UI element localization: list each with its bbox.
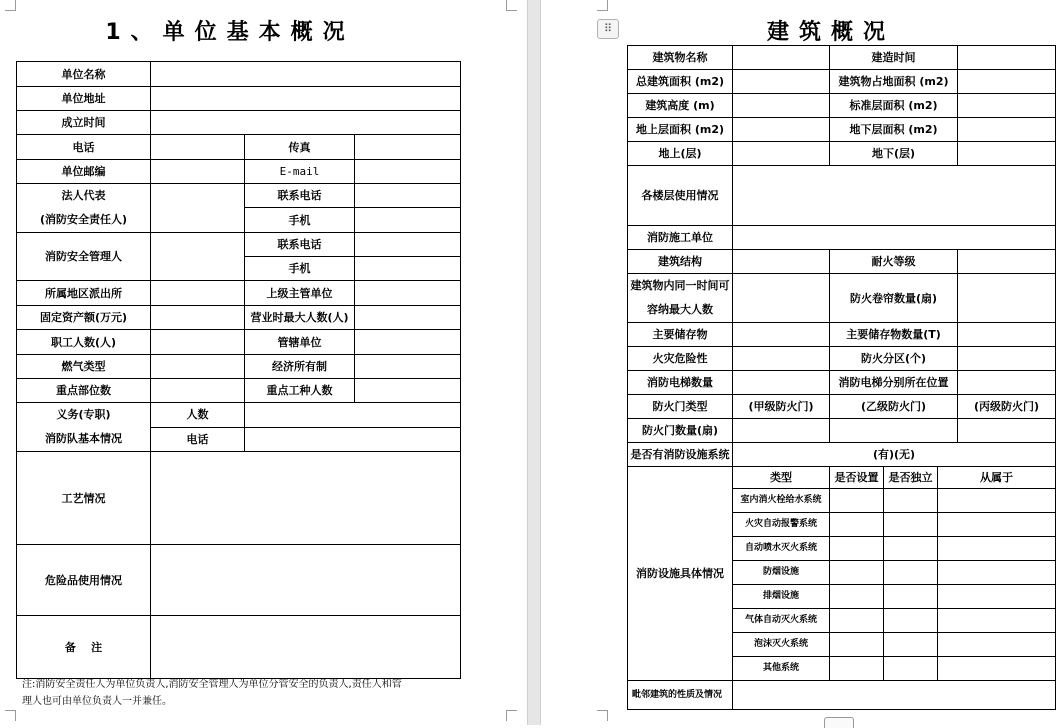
table-row	[628, 250, 1056, 274]
fax-label: 传真	[245, 135, 355, 160]
crop-mark	[597, 0, 608, 11]
legal-rep-phone-label: 联系电话	[245, 184, 355, 208]
safety-manager-mobile-field[interactable]	[355, 257, 461, 281]
table-row	[628, 395, 1056, 419]
process-label: 工艺情况	[17, 452, 151, 545]
ownership-field[interactable]	[355, 355, 461, 379]
table-row	[17, 281, 461, 306]
legal-rep-phone-field[interactable]	[355, 184, 461, 208]
contractor-label: 消防施工单位	[628, 226, 733, 250]
facility-independent-cell[interactable]	[884, 657, 938, 681]
facility-type: 其他系统	[733, 657, 830, 681]
table-row	[628, 443, 1056, 467]
table-row	[628, 681, 1056, 710]
fire-elevator-label: 消防电梯数量	[628, 371, 733, 395]
storage-qty-label: 主要储存物数量(T)	[830, 323, 958, 347]
safety-manager-label: 消防安全管理人	[17, 233, 151, 281]
police-station-label: 所属地区派出所	[17, 281, 151, 306]
max-capacity-line1: 建筑物内同一时间可	[630, 279, 730, 292]
hazmat-label: 危险品使用情况	[17, 545, 151, 616]
facility-set-cell[interactable]	[830, 585, 884, 609]
unit-name-label: 单位名称	[17, 62, 151, 87]
door-count-a-field[interactable]	[733, 419, 830, 443]
superior-unit-label: 上级主管单位	[245, 281, 355, 306]
fire-hazard-label: 火灾危险性	[628, 347, 733, 371]
door-count-c-field[interactable]	[958, 419, 1056, 443]
door-type-label: 防火门类型	[628, 395, 733, 419]
facility-independent-cell[interactable]	[884, 537, 938, 561]
safety-manager-phone-label: 联系电话	[245, 233, 355, 257]
brigade-count-label: 人数	[151, 403, 245, 428]
brigade-phone-field[interactable]	[245, 427, 461, 452]
crop-mark	[5, 710, 16, 721]
facility-independent-cell[interactable]	[884, 489, 938, 513]
fire-brigade-label	[17, 403, 151, 452]
table-row	[628, 94, 1056, 118]
elevator-location-label: 消防电梯分别所在位置	[830, 371, 958, 395]
table-row	[628, 166, 1056, 226]
footprint-field[interactable]	[958, 70, 1056, 94]
key-workers-label: 重点工种人数	[245, 379, 355, 403]
table-row	[628, 347, 1056, 371]
phone-label: 电话	[17, 135, 151, 160]
fire-brigade-line1: 义务(专职)	[56, 408, 111, 421]
facility-type: 防烟设施	[733, 561, 830, 585]
facility-belongs-cell[interactable]	[938, 609, 1056, 633]
facility-independent-cell[interactable]	[884, 585, 938, 609]
adjacent-building-label: 毗邻建筑的性质及情况	[628, 681, 733, 710]
facility-type: 室内消火栓给水系统	[733, 489, 830, 513]
facility-set-cell[interactable]	[830, 489, 884, 513]
key-areas-label: 重点部位数	[17, 379, 151, 403]
door-class-a: (甲级防火门)	[733, 395, 830, 419]
remarks-field[interactable]	[151, 616, 461, 679]
table-row	[17, 379, 461, 403]
legal-rep-label	[17, 184, 151, 233]
brigade-count-field[interactable]	[245, 403, 461, 428]
unit-address-label: 单位地址	[17, 87, 151, 111]
build-date-field[interactable]	[958, 46, 1056, 70]
max-capacity-line2: 容纳最大人数	[647, 303, 713, 316]
facility-header-set: 是否设置	[830, 467, 884, 489]
facility-set-cell[interactable]	[830, 657, 884, 681]
building-title: 建筑概况	[766, 20, 895, 45]
facility-independent-cell[interactable]	[884, 633, 938, 657]
facility-belongs-cell[interactable]	[938, 561, 1056, 585]
phone-field[interactable]	[151, 135, 245, 160]
page-left	[0, 0, 527, 725]
page-right	[541, 0, 1060, 725]
founded-field[interactable]	[151, 111, 461, 135]
facility-header-type: 类型	[733, 467, 830, 489]
key-workers-field[interactable]	[355, 379, 461, 403]
police-station-field[interactable]	[151, 281, 245, 306]
has-facility-value[interactable]: (有)(无)	[733, 443, 1056, 467]
email-label: E-mail	[245, 160, 355, 184]
unit-info-table	[16, 61, 461, 679]
height-label: 建筑高度 (m)	[628, 94, 733, 118]
table-row	[628, 118, 1056, 142]
table-row	[628, 274, 1056, 323]
table-row	[17, 184, 461, 208]
table-row	[17, 160, 461, 184]
postcode-field[interactable]	[151, 160, 245, 184]
above-area-label: 地上层面积 (m2)	[628, 118, 733, 142]
footprint-label: 建筑物占地面积 (m2)	[830, 70, 958, 94]
storage-qty-field[interactable]	[958, 323, 1056, 347]
key-areas-field[interactable]	[151, 379, 245, 403]
table-row	[628, 70, 1056, 94]
ownership-label: 经济所有制	[245, 355, 355, 379]
page-bottom-marker	[824, 717, 854, 728]
table-row	[17, 403, 461, 428]
table-row	[17, 233, 461, 257]
below-floors-label: 地下(层)	[830, 142, 958, 166]
table-row	[628, 46, 1056, 70]
max-occupancy-field[interactable]	[355, 306, 461, 330]
fax-field[interactable]	[355, 135, 461, 160]
founded-label: 成立时间	[17, 111, 151, 135]
facility-detail-label: 消防设施具体情况	[628, 467, 733, 681]
facility-set-cell[interactable]	[830, 513, 884, 537]
page-gap	[527, 0, 541, 725]
superior-unit-field[interactable]	[355, 281, 461, 306]
storage-field[interactable]	[733, 323, 830, 347]
storage-label: 主要储存物	[628, 323, 733, 347]
structure-field[interactable]	[733, 250, 830, 274]
legal-rep-line1: 法人代表	[61, 189, 106, 202]
total-area-label: 总建筑面积 (m2)	[628, 70, 733, 94]
max-capacity-label	[628, 274, 733, 323]
max-occupancy-label: 营业时最大人数(人)	[245, 306, 355, 330]
jurisdiction-label: 管辖单位	[245, 330, 355, 355]
table-row	[17, 111, 461, 135]
table-row	[17, 330, 461, 355]
facility-type: 排烟设施	[733, 585, 830, 609]
safety-manager-phone-field[interactable]	[355, 233, 461, 257]
has-facility-label: 是否有消防设施系统	[628, 443, 733, 467]
facility-set-cell[interactable]	[830, 609, 884, 633]
facility-header-belongs: 从属于	[938, 467, 1056, 489]
staff-count-label: 职工人数(人)	[17, 330, 151, 355]
total-area-field[interactable]	[733, 70, 830, 94]
safety-manager-mobile-label: 手机	[245, 257, 355, 281]
building-table	[627, 45, 1056, 710]
standard-floor-label: 标准层面积 (m2)	[830, 94, 958, 118]
below-area-field[interactable]	[958, 118, 1056, 142]
gas-type-label: 燃气类型	[17, 355, 151, 379]
table-row	[628, 467, 1056, 489]
jurisdiction-field[interactable]	[355, 330, 461, 355]
unit-address-field[interactable]	[151, 87, 461, 111]
table-row	[17, 355, 461, 379]
above-floors-label: 地上(层)	[628, 142, 733, 166]
table-row	[17, 62, 461, 87]
facility-set-cell[interactable]	[830, 561, 884, 585]
fire-brigade-line2: 消防队基本情况	[45, 432, 122, 445]
facility-set-cell[interactable]	[830, 633, 884, 657]
build-date-label: 建造时间	[830, 46, 958, 70]
facility-independent-cell[interactable]	[884, 609, 938, 633]
facility-type: 自动喷水灭火系统	[733, 537, 830, 561]
crop-mark	[506, 0, 517, 11]
building-name-label: 建筑物名称	[628, 46, 733, 70]
table-row	[628, 142, 1056, 166]
unit-name-field[interactable]	[151, 62, 461, 87]
max-capacity-field[interactable]	[733, 274, 830, 323]
facility-independent-cell[interactable]	[884, 561, 938, 585]
floor-usage-label: 各楼层使用情况	[628, 166, 733, 226]
footnote-line1: 注:消防安全责任人为单位负责人,消防安全管理人为单位分管安全的负责人,责任人和管	[22, 679, 402, 690]
structure-label: 建筑结构	[628, 250, 733, 274]
facility-header-independent: 是否独立	[884, 467, 938, 489]
facility-belongs-cell[interactable]	[938, 633, 1056, 657]
fire-zones-label: 防火分区(个)	[830, 347, 958, 371]
table-row	[17, 452, 461, 545]
door-class-b: (乙级防火门)	[830, 395, 958, 419]
crop-mark	[506, 710, 517, 721]
elevator-location-field[interactable]	[958, 371, 1056, 395]
fixed-assets-field[interactable]	[151, 306, 245, 330]
hazmat-field[interactable]	[151, 545, 461, 616]
above-floors-field[interactable]	[733, 142, 830, 166]
table-row	[628, 419, 1056, 443]
fire-hazard-field[interactable]	[733, 347, 830, 371]
fixed-assets-label: 固定资产额(万元)	[17, 306, 151, 330]
table-row	[17, 306, 461, 330]
adjacent-building-field[interactable]	[733, 681, 1056, 710]
table-row	[628, 371, 1056, 395]
legal-rep-field[interactable]	[151, 184, 245, 233]
facility-type: 泡沫灭火系统	[733, 633, 830, 657]
facility-type: 火灾自动报警系统	[733, 513, 830, 537]
table-row	[17, 135, 461, 160]
legal-rep-mobile-field[interactable]	[355, 208, 461, 233]
postcode-label: 单位邮编	[17, 160, 151, 184]
fire-zones-field[interactable]	[958, 347, 1056, 371]
below-floors-field[interactable]	[958, 142, 1056, 166]
table-move-handle-icon[interactable]: ⠿	[597, 19, 619, 39]
facility-independent-cell[interactable]	[884, 513, 938, 537]
facility-belongs-cell[interactable]	[938, 513, 1056, 537]
facility-type: 气体自动灭火系统	[733, 609, 830, 633]
contractor-field[interactable]	[733, 226, 1056, 250]
footnote	[22, 676, 482, 710]
process-field[interactable]	[151, 452, 461, 545]
above-area-field[interactable]	[733, 118, 830, 142]
email-field[interactable]	[355, 160, 461, 184]
legal-rep-mobile-label: 手机	[245, 208, 355, 233]
table-row	[628, 226, 1056, 250]
fire-elevator-field[interactable]	[733, 371, 830, 395]
page-title: 1、单位基本概况	[105, 20, 355, 45]
height-field[interactable]	[733, 94, 830, 118]
footnote-line2: 理人也可由单位负责人一并兼任。	[22, 696, 172, 707]
door-count-label: 防火门数量(扇)	[628, 419, 733, 443]
facility-belongs-cell[interactable]	[938, 585, 1056, 609]
below-area-label: 地下层面积 (m2)	[830, 118, 958, 142]
gas-type-field[interactable]	[151, 355, 245, 379]
facility-set-cell[interactable]	[830, 537, 884, 561]
legal-rep-line2: (消防安全责任人)	[39, 213, 128, 226]
facility-belongs-cell[interactable]	[938, 537, 1056, 561]
door-count-b-field[interactable]	[830, 419, 958, 443]
shutter-count-field[interactable]	[958, 274, 1056, 323]
shutter-count-label: 防火卷帘数量(扇)	[830, 274, 958, 323]
safety-manager-field[interactable]	[151, 233, 245, 281]
door-class-c: (丙级防火门)	[958, 395, 1056, 419]
table-row	[17, 616, 461, 679]
building-name-field[interactable]	[733, 46, 830, 70]
standard-floor-field[interactable]	[958, 94, 1056, 118]
staff-count-field[interactable]	[151, 330, 245, 355]
fire-rating-label: 耐火等级	[830, 250, 958, 274]
table-row	[17, 87, 461, 111]
table-row	[17, 545, 461, 616]
table-row	[628, 323, 1056, 347]
fire-rating-field[interactable]	[958, 250, 1056, 274]
floor-usage-field[interactable]	[733, 166, 1056, 226]
facility-belongs-cell[interactable]	[938, 657, 1056, 681]
brigade-phone-label: 电话	[151, 427, 245, 452]
crop-mark	[5, 0, 16, 11]
facility-belongs-cell[interactable]	[938, 489, 1056, 513]
crop-mark	[597, 710, 608, 721]
remarks-label: 备 注	[17, 616, 151, 679]
